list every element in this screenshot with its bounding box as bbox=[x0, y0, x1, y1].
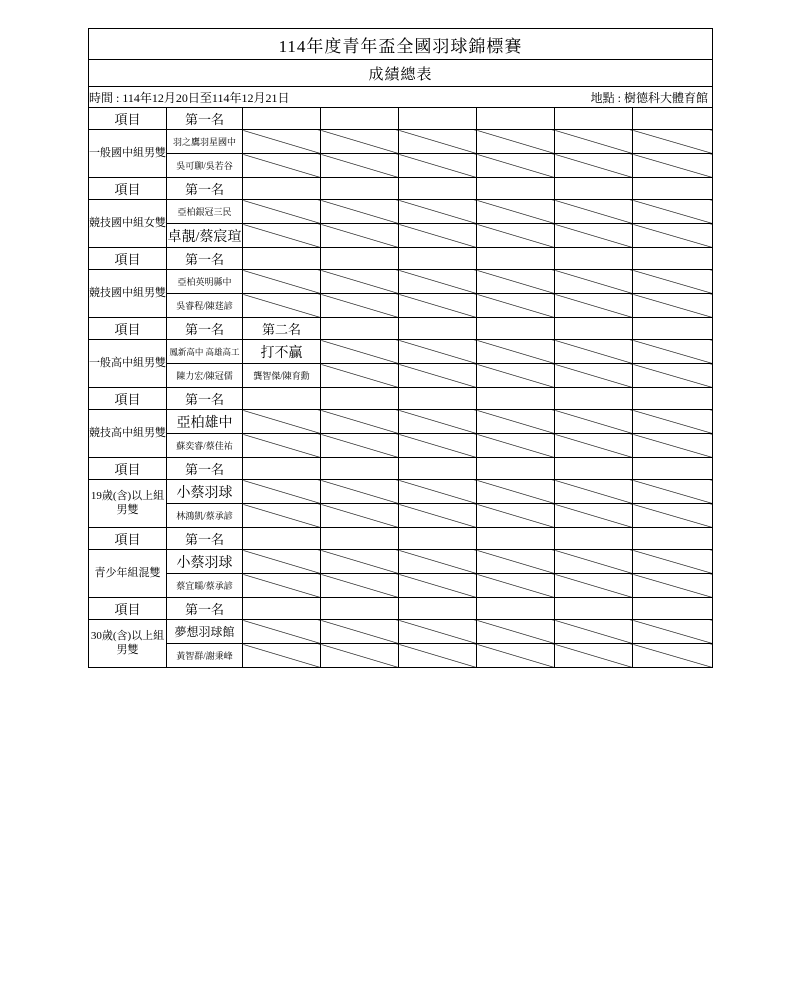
empty-slash-cell bbox=[399, 294, 477, 318]
column-header-empty bbox=[399, 248, 477, 270]
empty-slash-cell bbox=[399, 340, 477, 364]
column-header-empty bbox=[321, 178, 399, 200]
column-header-empty bbox=[321, 458, 399, 480]
block-team-row bbox=[89, 270, 713, 294]
column-header-empty bbox=[633, 528, 713, 550]
category-label: 競技高中組男雙 bbox=[89, 410, 167, 458]
column-header-empty bbox=[555, 458, 633, 480]
column-header-empty bbox=[321, 318, 399, 340]
empty-slash-cell bbox=[477, 504, 555, 528]
empty-slash-cell bbox=[321, 434, 399, 458]
info-row bbox=[89, 87, 713, 108]
block-team-row bbox=[89, 130, 713, 154]
rank1-players: 吳睿程/陳莛諺 bbox=[167, 294, 243, 318]
rank1-team: 羽之鷹羽星國中 bbox=[167, 130, 243, 154]
empty-slash-cell bbox=[243, 550, 321, 574]
rank1-players: 蔡宜曘/蔡承諺 bbox=[167, 574, 243, 598]
empty-slash-cell bbox=[399, 200, 477, 224]
empty-slash-cell bbox=[633, 410, 713, 434]
empty-slash-cell bbox=[555, 644, 633, 668]
category-label: 一般高中組男雙 bbox=[89, 340, 167, 388]
empty-slash-cell bbox=[477, 644, 555, 668]
block-header-row bbox=[89, 598, 713, 620]
column-header-item: 項目 bbox=[89, 598, 167, 620]
empty-slash-cell bbox=[555, 620, 633, 644]
empty-slash-cell bbox=[399, 620, 477, 644]
empty-slash-cell bbox=[555, 480, 633, 504]
empty-slash-cell bbox=[477, 410, 555, 434]
column-header-empty bbox=[399, 528, 477, 550]
empty-slash-cell bbox=[321, 550, 399, 574]
empty-slash-cell bbox=[633, 644, 713, 668]
event-place: 地點 : 樹德科大體育館 bbox=[590, 90, 708, 105]
empty-slash-cell bbox=[555, 574, 633, 598]
column-header-empty bbox=[477, 458, 555, 480]
empty-slash-cell bbox=[633, 434, 713, 458]
empty-slash-cell bbox=[321, 224, 399, 248]
rank1-players: 黃智群/謝秉峰 bbox=[167, 644, 243, 668]
column-header-empty bbox=[477, 318, 555, 340]
column-header-empty bbox=[399, 388, 477, 410]
block-players-row bbox=[89, 154, 713, 178]
column-header-empty bbox=[321, 248, 399, 270]
column-header-rank1: 第一名 bbox=[167, 248, 243, 270]
empty-slash-cell bbox=[321, 410, 399, 434]
empty-slash-cell bbox=[477, 480, 555, 504]
empty-slash-cell bbox=[633, 620, 713, 644]
empty-slash-cell bbox=[555, 504, 633, 528]
title-row bbox=[89, 29, 713, 60]
document-subtitle: 成績總表 bbox=[89, 60, 713, 87]
subtitle-row bbox=[89, 60, 713, 87]
empty-slash-cell bbox=[633, 550, 713, 574]
column-header-empty bbox=[243, 528, 321, 550]
column-header-empty bbox=[477, 178, 555, 200]
event-info bbox=[89, 87, 713, 108]
rank1-team: 夢想羽球館 bbox=[167, 620, 243, 644]
column-header-empty bbox=[633, 108, 713, 130]
rank1-players: 蘇奕睿/蔡佳祐 bbox=[167, 434, 243, 458]
empty-slash-cell bbox=[321, 504, 399, 528]
empty-slash-cell bbox=[555, 200, 633, 224]
column-header-empty bbox=[555, 108, 633, 130]
column-header-empty bbox=[477, 248, 555, 270]
empty-slash-cell bbox=[243, 574, 321, 598]
category-label: 競技國中組女雙 bbox=[89, 200, 167, 248]
rank1-players: 陳力宏/陳冠儒 bbox=[167, 364, 243, 388]
block-players-row bbox=[89, 574, 713, 598]
empty-slash-cell bbox=[321, 480, 399, 504]
empty-slash-cell bbox=[321, 364, 399, 388]
column-header-item: 項目 bbox=[89, 318, 167, 340]
empty-slash-cell bbox=[399, 574, 477, 598]
results-table bbox=[88, 28, 713, 668]
empty-slash-cell bbox=[633, 480, 713, 504]
block-header-row bbox=[89, 528, 713, 550]
empty-slash-cell bbox=[399, 154, 477, 178]
empty-slash-cell bbox=[477, 550, 555, 574]
column-header-item: 項目 bbox=[89, 108, 167, 130]
empty-slash-cell bbox=[477, 294, 555, 318]
column-header-rank1: 第一名 bbox=[167, 528, 243, 550]
rank1-team: 亞柏雄中 bbox=[167, 410, 243, 434]
rank1-players: 林鴻凱/蔡承諺 bbox=[167, 504, 243, 528]
rank2-team: 打不贏 bbox=[243, 340, 321, 364]
empty-slash-cell bbox=[243, 410, 321, 434]
block-players-row bbox=[89, 364, 713, 388]
empty-slash-cell bbox=[555, 364, 633, 388]
empty-slash-cell bbox=[633, 270, 713, 294]
empty-slash-cell bbox=[477, 130, 555, 154]
empty-slash-cell bbox=[321, 270, 399, 294]
empty-slash-cell bbox=[555, 224, 633, 248]
column-header-empty bbox=[477, 598, 555, 620]
empty-slash-cell bbox=[555, 340, 633, 364]
block-team-row bbox=[89, 200, 713, 224]
empty-slash-cell bbox=[399, 224, 477, 248]
empty-slash-cell bbox=[399, 410, 477, 434]
empty-slash-cell bbox=[243, 434, 321, 458]
empty-slash-cell bbox=[477, 200, 555, 224]
column-header-empty bbox=[399, 458, 477, 480]
empty-slash-cell bbox=[477, 340, 555, 364]
column-header-rank1: 第一名 bbox=[167, 108, 243, 130]
empty-slash-cell bbox=[555, 550, 633, 574]
block-header-row bbox=[89, 458, 713, 480]
rank1-team: 小蔡羽球 bbox=[167, 480, 243, 504]
block-team-row bbox=[89, 550, 713, 574]
empty-slash-cell bbox=[243, 154, 321, 178]
block-header-row bbox=[89, 178, 713, 200]
block-players-row bbox=[89, 644, 713, 668]
block-header-row bbox=[89, 108, 713, 130]
empty-slash-cell bbox=[321, 644, 399, 668]
block-players-row bbox=[89, 504, 713, 528]
column-header-empty bbox=[243, 458, 321, 480]
category-label: 19歲(含)以上組男雙 bbox=[89, 480, 167, 528]
empty-slash-cell bbox=[477, 620, 555, 644]
column-header-empty bbox=[633, 388, 713, 410]
column-header-empty bbox=[555, 388, 633, 410]
empty-slash-cell bbox=[555, 270, 633, 294]
column-header-item: 項目 bbox=[89, 248, 167, 270]
column-header-empty bbox=[321, 528, 399, 550]
column-header-rank2: 第二名 bbox=[243, 318, 321, 340]
block-team-row bbox=[89, 480, 713, 504]
empty-slash-cell bbox=[633, 154, 713, 178]
empty-slash-cell bbox=[633, 294, 713, 318]
empty-slash-cell bbox=[399, 434, 477, 458]
rank1-team: 小蔡羽球 bbox=[167, 550, 243, 574]
block-team-row bbox=[89, 620, 713, 644]
empty-slash-cell bbox=[555, 130, 633, 154]
block-players-row bbox=[89, 294, 713, 318]
empty-slash-cell bbox=[243, 130, 321, 154]
empty-slash-cell bbox=[243, 224, 321, 248]
column-header-rank1: 第一名 bbox=[167, 318, 243, 340]
column-header-empty bbox=[555, 248, 633, 270]
empty-slash-cell bbox=[399, 504, 477, 528]
column-header-empty bbox=[477, 108, 555, 130]
empty-slash-cell bbox=[321, 620, 399, 644]
column-header-empty bbox=[399, 108, 477, 130]
empty-slash-cell bbox=[555, 434, 633, 458]
block-players-row bbox=[89, 434, 713, 458]
empty-slash-cell bbox=[477, 224, 555, 248]
block-players-row bbox=[89, 224, 713, 248]
column-header-item: 項目 bbox=[89, 178, 167, 200]
empty-slash-cell bbox=[555, 294, 633, 318]
column-header-empty bbox=[243, 248, 321, 270]
column-header-rank1: 第一名 bbox=[167, 458, 243, 480]
column-header-empty bbox=[243, 598, 321, 620]
category-label: 青少年組混雙 bbox=[89, 550, 167, 598]
empty-slash-cell bbox=[477, 270, 555, 294]
column-header-empty bbox=[555, 598, 633, 620]
column-header-empty bbox=[243, 108, 321, 130]
empty-slash-cell bbox=[477, 364, 555, 388]
column-header-item: 項目 bbox=[89, 458, 167, 480]
category-label: 競技國中組男雙 bbox=[89, 270, 167, 318]
empty-slash-cell bbox=[399, 550, 477, 574]
column-header-empty bbox=[555, 318, 633, 340]
empty-slash-cell bbox=[399, 644, 477, 668]
column-header-empty bbox=[633, 248, 713, 270]
empty-slash-cell bbox=[633, 364, 713, 388]
column-header-empty bbox=[555, 528, 633, 550]
empty-slash-cell bbox=[633, 340, 713, 364]
empty-slash-cell bbox=[321, 154, 399, 178]
empty-slash-cell bbox=[555, 410, 633, 434]
empty-slash-cell bbox=[243, 294, 321, 318]
empty-slash-cell bbox=[555, 154, 633, 178]
column-header-empty bbox=[633, 318, 713, 340]
column-header-item: 項目 bbox=[89, 528, 167, 550]
block-header-row bbox=[89, 388, 713, 410]
column-header-empty bbox=[321, 598, 399, 620]
empty-slash-cell bbox=[399, 364, 477, 388]
empty-slash-cell bbox=[321, 340, 399, 364]
empty-slash-cell bbox=[321, 294, 399, 318]
empty-slash-cell bbox=[477, 154, 555, 178]
rank1-players: 吳可聊/吳若谷 bbox=[167, 154, 243, 178]
empty-slash-cell bbox=[633, 224, 713, 248]
column-header-empty bbox=[399, 178, 477, 200]
empty-slash-cell bbox=[243, 270, 321, 294]
block-team-row bbox=[89, 410, 713, 434]
column-header-empty bbox=[555, 178, 633, 200]
empty-slash-cell bbox=[243, 200, 321, 224]
empty-slash-cell bbox=[477, 574, 555, 598]
column-header-empty bbox=[477, 528, 555, 550]
rank1-team: 鳳新高中 高雄高工 bbox=[167, 340, 243, 364]
column-header-rank1: 第一名 bbox=[167, 178, 243, 200]
column-header-empty bbox=[321, 388, 399, 410]
rank1-players: 卓靚/蔡宸瑄 bbox=[167, 224, 243, 248]
empty-slash-cell bbox=[243, 480, 321, 504]
category-label: 一般國中組男雙 bbox=[89, 130, 167, 178]
empty-slash-cell bbox=[399, 480, 477, 504]
column-header-empty bbox=[633, 598, 713, 620]
block-team-row bbox=[89, 340, 713, 364]
column-header-empty bbox=[633, 178, 713, 200]
column-header-rank1: 第一名 bbox=[167, 388, 243, 410]
empty-slash-cell bbox=[243, 620, 321, 644]
rank1-team: 亞柏英明縣中 bbox=[167, 270, 243, 294]
block-header-row bbox=[89, 248, 713, 270]
empty-slash-cell bbox=[477, 434, 555, 458]
empty-slash-cell bbox=[243, 504, 321, 528]
category-label: 30歲(含)以上組男雙 bbox=[89, 620, 167, 668]
column-header-item: 項目 bbox=[89, 388, 167, 410]
block-header-row bbox=[89, 318, 713, 340]
empty-slash-cell bbox=[243, 644, 321, 668]
empty-slash-cell bbox=[633, 200, 713, 224]
column-header-empty bbox=[399, 598, 477, 620]
document-title: 114年度青年盃全國羽球錦標賽 bbox=[89, 29, 713, 60]
empty-slash-cell bbox=[633, 574, 713, 598]
event-time: 時間 : 114年12月20日至114年12月21日 bbox=[89, 90, 290, 105]
empty-slash-cell bbox=[633, 130, 713, 154]
column-header-rank1: 第一名 bbox=[167, 598, 243, 620]
column-header-empty bbox=[321, 108, 399, 130]
rank2-players: 龔智傑/陳育勳 bbox=[243, 364, 321, 388]
empty-slash-cell bbox=[399, 130, 477, 154]
results-sheet bbox=[88, 28, 712, 668]
column-header-empty bbox=[477, 388, 555, 410]
column-header-empty bbox=[399, 318, 477, 340]
empty-slash-cell bbox=[399, 270, 477, 294]
column-header-empty bbox=[633, 458, 713, 480]
empty-slash-cell bbox=[633, 504, 713, 528]
empty-slash-cell bbox=[321, 200, 399, 224]
column-header-empty bbox=[243, 388, 321, 410]
rank1-team: 亞柏銀冠三民 bbox=[167, 200, 243, 224]
column-header-empty bbox=[243, 178, 321, 200]
empty-slash-cell bbox=[321, 130, 399, 154]
empty-slash-cell bbox=[321, 574, 399, 598]
